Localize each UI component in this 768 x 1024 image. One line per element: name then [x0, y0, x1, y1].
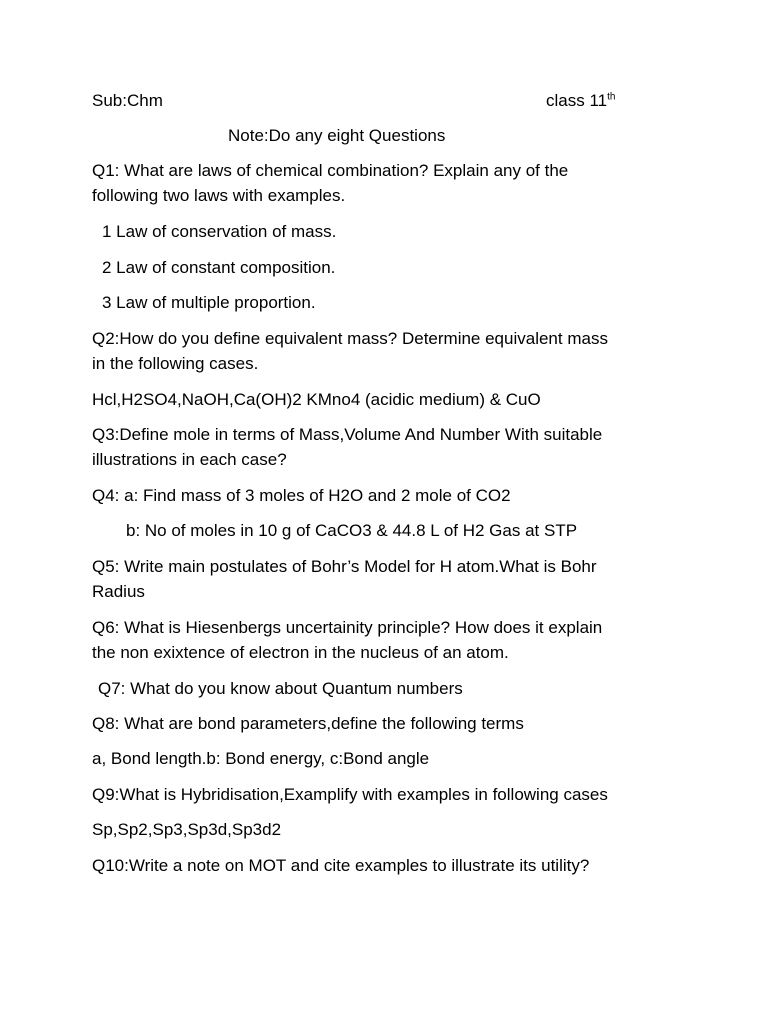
q1-law-1: 1 Law of conservation of mass. [102, 222, 337, 241]
class-superscript: th [607, 91, 616, 103]
q4-part-a: Q4: a: Find mass of 3 moles of H2O and 2 mole of CO2 [92, 486, 511, 505]
q2-line-1: Q2:How do you define equivalent mass? Determine equivalent mass [92, 329, 608, 348]
class-text: class 11 [546, 91, 608, 110]
subject-label: Sub:Chm [92, 91, 163, 110]
q8-line-1: Q8: What are bond parameters,define the following terms [92, 714, 524, 733]
q5-line-2: Radius [92, 582, 145, 601]
q3-line-2: illustrations in each case? [92, 450, 287, 469]
q7: Q7: What do you know about Quantum numbers [98, 679, 463, 698]
class-label [546, 88, 615, 113]
q3-line-1: Q3:Define mole in terms of Mass,Volume And Number With suitable [92, 425, 603, 444]
q4-part-b: b: No of moles in 10 g of CaCO3 & 44.8 L of H2 Gas at STP [126, 521, 578, 540]
q2-line-2: in the following cases. [92, 354, 259, 373]
q1-line-2: following two laws with examples. [92, 186, 346, 205]
instruction-note: Note:Do any eight Questions [228, 126, 446, 145]
q6-line-2: the non exixtence of electron in the nucleus of an atom. [92, 643, 509, 662]
q9-cases: Sp,Sp2,Sp3,Sp3d,Sp3d2 [92, 820, 282, 839]
q1-line-1: Q1: What are laws of chemical combination? Explain any of the [92, 161, 569, 180]
q1-law-2: 2 Law of constant composition. [102, 258, 336, 277]
q10: Q10:Write a note on MOT and cite examples to illustrate its utility? [92, 856, 590, 875]
q5-line-1: Q5: Write main postulates of Bohr’s Model for H atom.What is Bohr [92, 557, 597, 576]
q1-law-3: 3 Law of multiple proportion. [102, 293, 316, 312]
q2-cases: Hcl,H2SO4,NaOH,Ca(OH)2 KMno4 (acidic medium) & CuO [92, 390, 541, 409]
q8-terms: a, Bond length.b: Bond energy, c:Bond angle [92, 749, 430, 768]
q6-line-1: Q6: What is Hiesenbergs uncertainity principle? How does it explain [92, 618, 603, 637]
q9-line-1: Q9:What is Hybridisation,Examplify with examples in following cases [92, 785, 608, 804]
